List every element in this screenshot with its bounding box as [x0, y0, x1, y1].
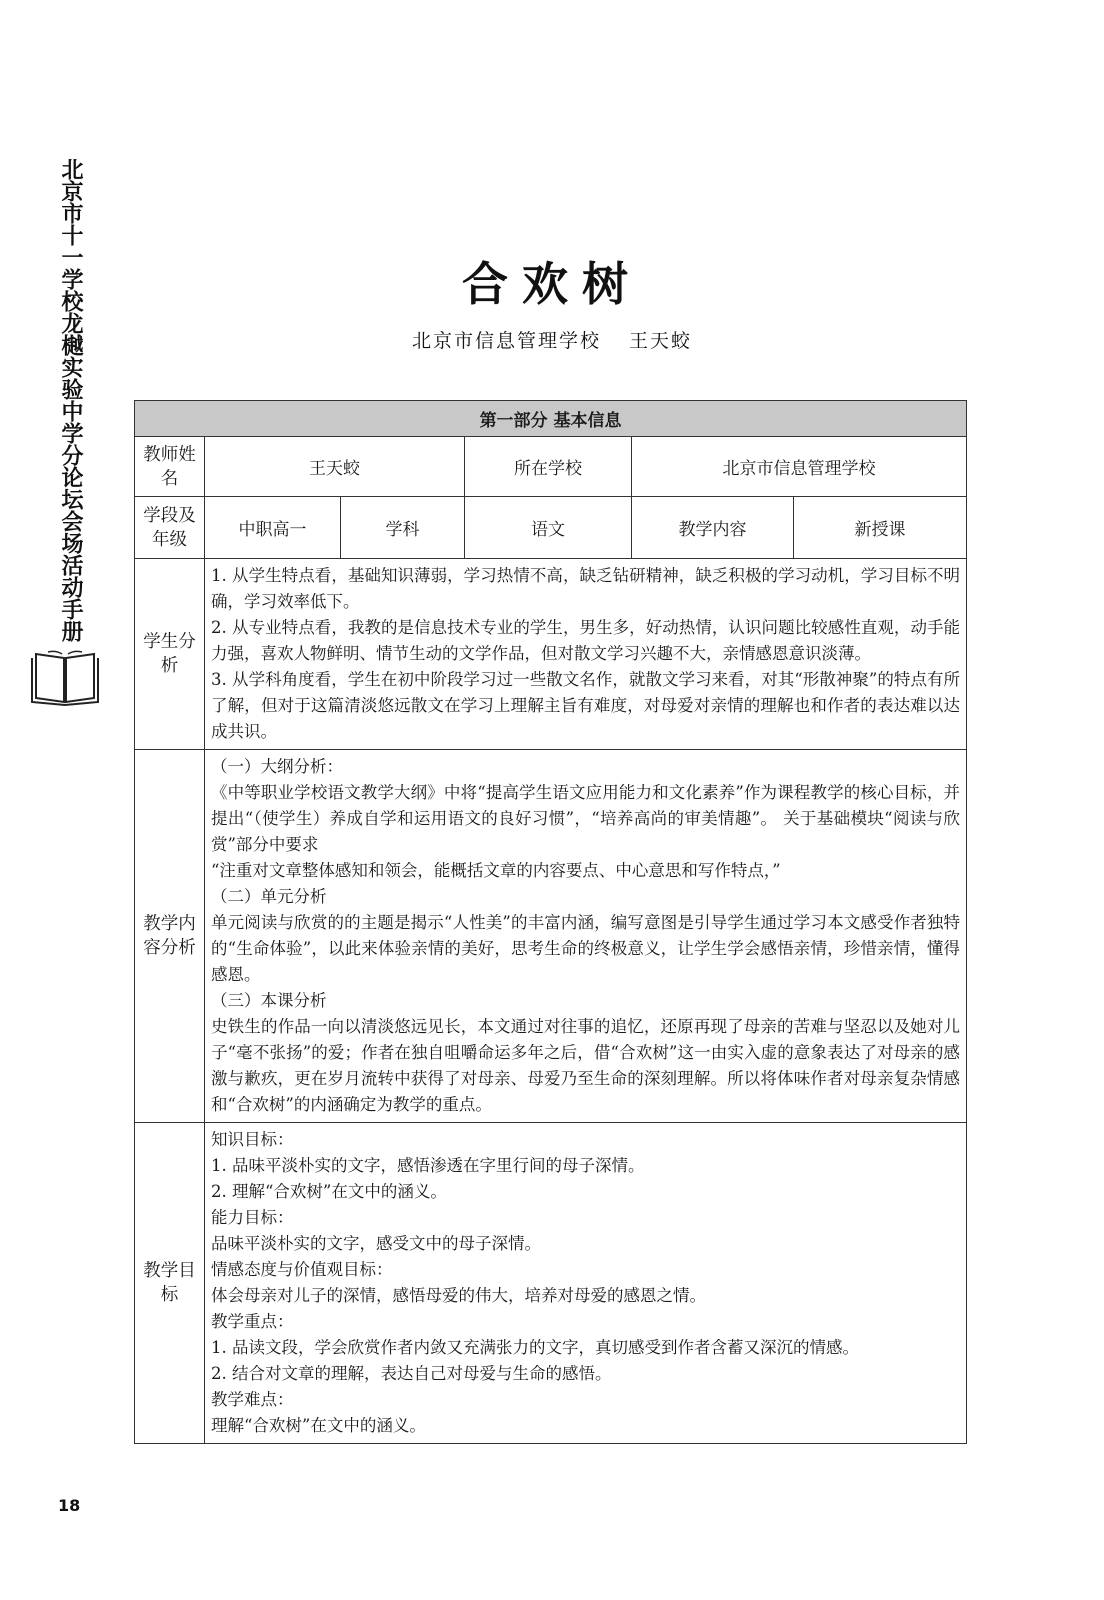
page-number: 18	[58, 1496, 81, 1515]
content-analysis-content	[205, 750, 967, 1123]
table-row	[135, 1123, 967, 1444]
subtitle-author: 王天蛟	[629, 330, 693, 352]
content-analysis-line: “注重对文章整体感知和领会，能概括文章的内容要点、中心意思和写作特点，”	[211, 861, 781, 880]
subtitle	[0, 326, 1104, 353]
teacher-name-value: 王天蛟	[205, 437, 465, 497]
table-row	[135, 559, 967, 750]
teaching-goals-line: 教学难点：	[211, 1390, 294, 1409]
teaching-goals-line: 知识目标：	[211, 1130, 294, 1149]
label-content-analysis: 教学内容分析	[135, 750, 205, 1123]
open-book-icon	[30, 648, 100, 706]
content-analysis-line: （三）本课分析	[211, 991, 327, 1010]
teaching-goals-line: 2. 理解“合欢树”在文中的涵义。	[211, 1182, 447, 1201]
content-analysis-line: 单元阅读与欣赏的的主题是揭示“人性美”的丰富内涵，编写意图是引导学生通过学习本文感受作者独特的“生命体验”，以此来体验亲情的美好，思考生命的终极意义，让学生学会感悟亲情，珍惜亲情，懂得感恩。	[211, 913, 961, 984]
teaching-goals-line: 能力目标：	[211, 1208, 294, 1227]
teaching-goals-line: 理解“合欢树”在文中的涵义。	[211, 1416, 426, 1435]
label-student-analysis: 学生分析	[135, 559, 205, 750]
teaching-content-value: 新授课	[794, 497, 967, 559]
teaching-goals-content	[205, 1123, 967, 1444]
grade-value: 中职高一	[205, 497, 341, 559]
section-header-row	[135, 401, 967, 437]
subtitle-school: 北京市信息管理学校	[411, 330, 601, 352]
label-teaching-goals: 教学目标	[135, 1123, 205, 1444]
label-subject: 学科	[341, 497, 465, 559]
subject-value: 语文	[465, 497, 632, 559]
content-analysis-line: （二）单元分析	[211, 887, 327, 906]
teaching-goals-line: 2. 结合对文章的理解，表达自己对母爱与生命的感悟。	[211, 1364, 612, 1383]
section-header: 第一部分 基本信息	[135, 401, 967, 437]
content-analysis-line: 《中等职业学校语文教学大纲》中将“提高学生语文应用能力和文化素养”作为课程教学的核心目标，并提出“（使学生）养成自学和运用语文的良好习惯”，“培养高尚的审美情趣”。 关于基础模块“阅读与欣赏”部分中要求	[211, 783, 961, 854]
page-title: 合欢树	[462, 257, 642, 311]
student-analysis-line: 2. 从专业特点看，我教的是信息技术专业的学生，男生多，好动热情，认识问题比较感性直观，动手能力强，喜欢人物鲜明、情节生动的文学作品，但对散文学习兴趣不大，亲情感恩意识淡薄。	[211, 618, 961, 663]
school-value: 北京市信息管理学校	[632, 437, 967, 497]
teaching-goals-line: 1. 品读文段，学会欣赏作者内敛又充满张力的文字，真切感受到作者含蓄又深沉的情感。	[211, 1338, 859, 1357]
label-teaching-content: 教学内容	[632, 497, 794, 559]
content-analysis-line: （一）大纲分析：	[211, 757, 343, 776]
table-row	[135, 437, 967, 497]
content-analysis-line: 史铁生的作品一向以清淡悠远见长，本文通过对往事的追忆，还原再现了母亲的苦难与坚忍以及她对儿子“毫不张扬”的爱；作者在独自咀嚼命运多年之后，借“合欢树”这一由实入虚的意象表达了对母亲的感激与歉疚，更在岁月流转中获得了对母亲、母爱乃至生命的深刻理解。所以将体味作者对母亲复杂情感和“合欢树”的内涵确定为教学的重点。	[211, 1017, 961, 1114]
basic-info-table	[134, 400, 967, 1444]
teaching-goals-line: 教学重点：	[211, 1312, 294, 1331]
label-teacher-name: 教师姓名	[135, 437, 205, 497]
label-grade: 学段及年级	[135, 497, 205, 559]
student-analysis-line: 3. 从学科角度看，学生在初中阶段学习过一些散文名作，就散文学习来看，对其“形散神聚”的特点有所了解，但对于这篇清淡悠远散文在学习上理解主旨有难度，对母爱对亲情的理解也和作者的表达难以达成共识。	[211, 670, 961, 741]
table-row	[135, 750, 967, 1123]
student-analysis-content	[205, 559, 967, 750]
table-row	[135, 497, 967, 559]
teaching-goals-line: 1. 品味平淡朴实的文字，感悟渗透在字里行间的母子深情。	[211, 1156, 645, 1175]
teaching-goals-line: 情感态度与价值观目标：	[211, 1260, 393, 1279]
teaching-goals-line: 体会母亲对儿子的深情，感悟母爱的伟大，培养对母爱的感恩之情。	[211, 1286, 706, 1305]
student-analysis-line: 1. 从学生特点看，基础知识薄弱，学习热情不高，缺乏钻研精神，缺乏积极的学习动机，学习目标不明确，学习效率低下。	[211, 566, 961, 611]
teaching-goals-line: 品味平淡朴实的文字，感受文中的母子深情。	[211, 1234, 541, 1253]
label-school: 所在学校	[465, 437, 632, 497]
side-handbook-title: 北京市十一学校龙樾实验中学分论坛会场活动手册	[58, 158, 83, 642]
